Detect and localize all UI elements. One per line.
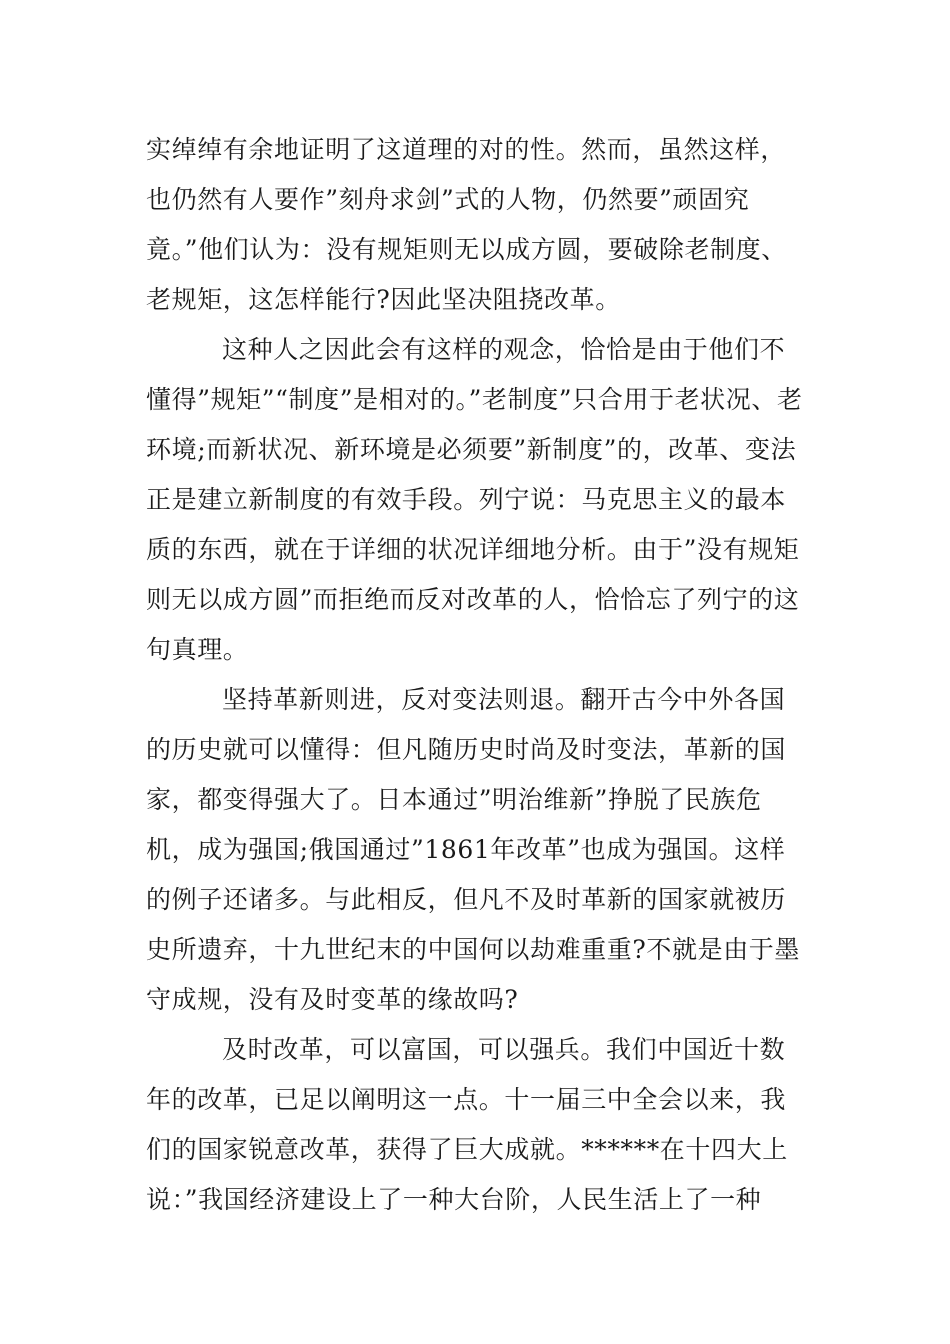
document-body (146, 125, 806, 1225)
paragraph-1: 实绰绰有余地证明了这道理的对的性。然而，虽然这样，也仍然有人要作”刻舟求剑”式的人物，仍然要”顽固究竟。”他们认为：没有规矩则无以成方圆，要破除老制度、老规矩，这怎样能行?因此坚决阻挠改革。 (146, 135, 787, 314)
paragraph-2: 这种人之因此会有这样的观念，恰恰是由于他们不懂得”规矩”“制度”是相对的。”老制度”只合用于老状况、老环境;而新状况、新环境是必须要”新制度”的，改革、变法正是建立新制度的有效手段。列宁说：马克思主义的最本质的东西，就在于详细的状况详细地分析。由于”没有规矩则无以成方圆”而拒绝而反对改革的人，恰恰忘了列宁的这句真理。 (146, 335, 803, 664)
paragraph-4: 及时改革，可以富国，可以强兵。我们中国近十数年的改革，已足以阐明这一点。十一届三中全会以来，我们的国家锐意改革，获得了巨大成就。******在十四大上说：”我国经济建设上了一种大台阶，人民生活上了一种 (146, 1035, 788, 1214)
paragraph-3: 坚持革新则进，反对变法则退。翻开古今中外各国的历史就可以懂得：但凡随历史时尚及时变法，革新的国家，都变得强大了。日本通过”明治维新”挣脱了民族危机，成为强国;俄国通过”1861年改革”也成为强国。这样的例子还诸多。与此相反，但凡不及时革新的国家就被历史所遗弃，十九世纪末的中国何以劫难重重?不就是由于墨守成规，没有及时变革的缘故吗? (146, 685, 801, 1014)
